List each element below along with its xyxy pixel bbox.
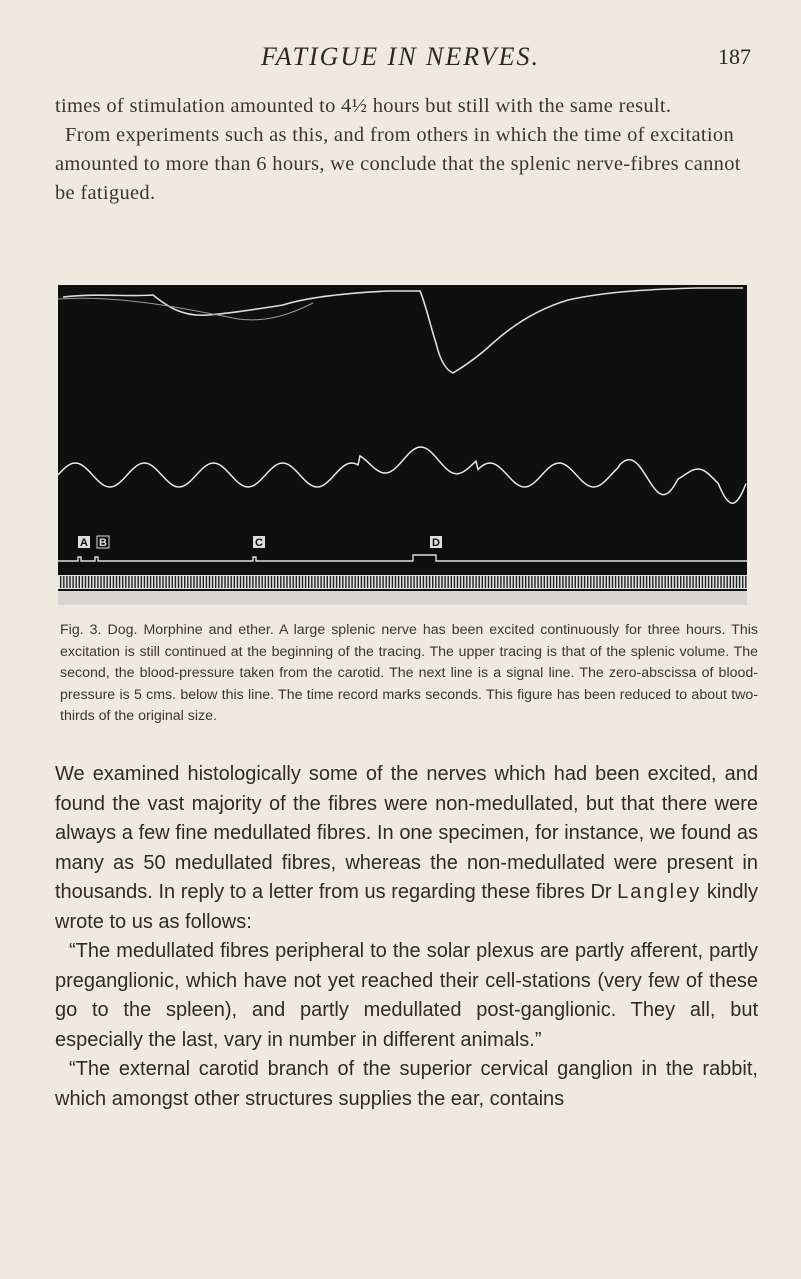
time-tick: [506, 576, 507, 588]
time-tick: [246, 576, 247, 588]
time-tick: [203, 576, 204, 588]
time-tick: [324, 576, 325, 588]
time-tick: [544, 576, 545, 588]
time-tick: [209, 576, 210, 588]
time-tick: [227, 576, 228, 588]
figure-background: [58, 285, 747, 605]
time-tick: [438, 576, 439, 588]
time-tick: [441, 576, 442, 588]
time-tick: [66, 576, 67, 588]
page-number: 187: [718, 44, 751, 69]
time-tick: [649, 576, 650, 588]
time-tick: [677, 576, 678, 588]
time-tick: [618, 576, 619, 588]
time-tick: [342, 576, 343, 588]
time-tick: [444, 576, 445, 588]
time-tick: [141, 576, 142, 588]
time-tick: [482, 576, 483, 588]
time-tick: [596, 576, 597, 588]
time-tick: [212, 576, 213, 588]
time-tick: [615, 576, 616, 588]
kymograph-tracing-figure: [58, 285, 747, 605]
time-tick: [196, 576, 197, 588]
time-tick: [562, 576, 563, 588]
time-tick: [407, 576, 408, 588]
time-tick: [572, 576, 573, 588]
time-tick: [479, 576, 480, 588]
time-tick: [169, 576, 170, 588]
time-tick: [293, 576, 294, 588]
time-tick: [131, 576, 132, 588]
time-tick: [138, 576, 139, 588]
time-tick: [243, 576, 244, 588]
time-tick: [537, 576, 538, 588]
time-tick: [463, 576, 464, 588]
time-tick: [336, 576, 337, 588]
time-tick: [79, 576, 80, 588]
time-tick: [410, 576, 411, 588]
time-tick: [255, 576, 256, 588]
time-tick: [640, 576, 641, 588]
time-tick: [668, 576, 669, 588]
time-tick: [556, 576, 557, 588]
time-tick: [581, 576, 582, 588]
time-tick: [491, 576, 492, 588]
time-tick: [60, 576, 61, 588]
time-tick: [314, 576, 315, 588]
time-tick: [401, 576, 402, 588]
time-tick: [599, 576, 600, 588]
time-tick: [265, 576, 266, 588]
time-tick: [451, 576, 452, 588]
time-tick: [559, 576, 560, 588]
time-tick: [348, 576, 349, 588]
body-paragraph-1-part-a: We examined histologically some of the nerves which had been excited, and found the vast majority of the fibres were non-medullated, but that there were always a few fine medullated fibres. In one specimen, for instance, we found as many as 50 medullated fibres, whereas the non-medullated were present in thousands. In reply to a letter from us regarding these fibres Dr: [55, 763, 758, 903]
time-tick: [286, 576, 287, 588]
time-tick: [283, 576, 284, 588]
intro-text: [55, 92, 755, 208]
time-tick: [646, 576, 647, 588]
time-tick: [224, 576, 225, 588]
time-tick: [144, 576, 145, 588]
time-tick: [187, 576, 188, 588]
time-tick: [460, 576, 461, 588]
time-tick: [299, 576, 300, 588]
time-tick: [107, 576, 108, 588]
time-tick: [386, 576, 387, 588]
time-tick: [339, 576, 340, 588]
time-tick: [730, 576, 731, 588]
time-tick: [733, 576, 734, 588]
time-tick: [578, 576, 579, 588]
time-tick: [147, 576, 148, 588]
time-tick: [305, 576, 306, 588]
time-tick: [606, 576, 607, 588]
intro-line: times of stimulation amounted to 4½ hours but still with the same result.: [55, 95, 672, 117]
time-tick: [457, 576, 458, 588]
time-tick: [358, 576, 359, 588]
time-tick: [612, 576, 613, 588]
time-tick: [113, 576, 114, 588]
figure-caption: [60, 620, 758, 728]
body-paragraph-1: [55, 760, 758, 937]
time-tick: [448, 576, 449, 588]
time-tick: [94, 576, 95, 588]
time-tick: [727, 576, 728, 588]
time-tick: [627, 576, 628, 588]
time-tick: [370, 576, 371, 588]
time-tick: [302, 576, 303, 588]
time-tick: [435, 576, 436, 588]
time-tick: [125, 576, 126, 588]
time-tick: [609, 576, 610, 588]
time-tick: [711, 576, 712, 588]
time-tick: [661, 576, 662, 588]
time-tick: [320, 576, 321, 588]
time-tick: [175, 576, 176, 588]
time-tick: [696, 576, 697, 588]
time-tick: [429, 576, 430, 588]
time-tick: [172, 576, 173, 588]
time-tick: [100, 576, 101, 588]
time-tick: [531, 576, 532, 588]
time-tick: [469, 576, 470, 588]
signal-label-a: A: [80, 537, 88, 549]
time-tick: [231, 576, 232, 588]
time-tick: [702, 576, 703, 588]
time-tick: [485, 576, 486, 588]
time-tick: [178, 576, 179, 588]
time-tick: [500, 576, 501, 588]
intro-paragraph: From experiments such as this, and from others in which the time of excitation amounted to more than 6 hours, we conclude that the splenic nerve-fibres cannot be fatigued.: [55, 124, 741, 204]
time-tick: [516, 576, 517, 588]
time-tick: [72, 576, 73, 588]
time-tick: [705, 576, 706, 588]
time-tick: [674, 576, 675, 588]
time-tick: [510, 576, 511, 588]
time-tick: [234, 576, 235, 588]
time-tick: [395, 576, 396, 588]
time-tick: [432, 576, 433, 588]
body-paragraph-1-part-b: kindly wrote to us as follows:: [55, 881, 758, 933]
time-tick: [296, 576, 297, 588]
time-tick: [88, 576, 89, 588]
time-tick: [488, 576, 489, 588]
time-tick: [621, 576, 622, 588]
time-tick: [268, 576, 269, 588]
time-tick: [200, 576, 201, 588]
time-tick: [122, 576, 123, 588]
time-tick: [63, 576, 64, 588]
time-tick: [221, 576, 222, 588]
time-tick: [739, 576, 740, 588]
time-tick: [692, 576, 693, 588]
time-tick: [736, 576, 737, 588]
time-tick: [76, 576, 77, 588]
time-tick: [240, 576, 241, 588]
time-tick: [420, 576, 421, 588]
time-tick: [541, 576, 542, 588]
time-tick: [382, 576, 383, 588]
time-tick: [274, 576, 275, 588]
time-tick: [116, 576, 117, 588]
time-tick: [237, 576, 238, 588]
time-tick: [351, 576, 352, 588]
time-tick: [683, 576, 684, 588]
page-header: [0, 42, 801, 82]
time-tick: [69, 576, 70, 588]
time-tick: [637, 576, 638, 588]
time-tick: [680, 576, 681, 588]
signal-label-c: C: [255, 537, 263, 549]
time-tick: [745, 576, 746, 588]
time-tick: [345, 576, 346, 588]
time-tick: [249, 576, 250, 588]
time-tick: [190, 576, 191, 588]
time-tick: [280, 576, 281, 588]
time-tick: [565, 576, 566, 588]
signal-label-b: B: [99, 537, 107, 549]
time-tick: [475, 576, 476, 588]
time-tick: [103, 576, 104, 588]
time-tick: [630, 576, 631, 588]
time-tick: [584, 576, 585, 588]
figure-bottom-strip: [58, 591, 747, 605]
time-tick: [550, 576, 551, 588]
time-tick: [317, 576, 318, 588]
time-tick: [376, 576, 377, 588]
time-tick: [165, 576, 166, 588]
time-tick: [593, 576, 594, 588]
body-text: [55, 760, 758, 1114]
time-tick: [184, 576, 185, 588]
running-title: FATIGUE IN NERVES.: [261, 42, 540, 71]
time-tick: [327, 576, 328, 588]
time-tick: [494, 576, 495, 588]
time-tick: [218, 576, 219, 588]
time-tick: [714, 576, 715, 588]
time-tick: [311, 576, 312, 588]
time-tick: [720, 576, 721, 588]
signal-label-d: D: [432, 537, 440, 549]
time-tick: [110, 576, 111, 588]
time-tick: [590, 576, 591, 588]
time-tick: [643, 576, 644, 588]
time-tick: [162, 576, 163, 588]
time-tick: [472, 576, 473, 588]
caption-text: Fig. 3. Dog. Morphine and ether. A large splenic nerve has been excited continuously for three hours. This excitation is still continued at the beginning of the tracing. The upper tracing is that of the splenic volume. The second, the blood-pressure taken from the carotid. The next line is a signal line. The zero-abscissa of blood-pressure is 5 cms. below this line. The time record marks seconds. This figure has been reduced to about two-thirds of the original size.: [60, 622, 758, 724]
time-tick: [271, 576, 272, 588]
time-tick: [404, 576, 405, 588]
time-tick: [258, 576, 259, 588]
time-tick: [361, 576, 362, 588]
time-tick: [373, 576, 374, 588]
time-tick: [330, 576, 331, 588]
time-tick: [497, 576, 498, 588]
time-tick: [503, 576, 504, 588]
time-tick: [686, 576, 687, 588]
time-tick: [262, 576, 263, 588]
time-tick: [150, 576, 151, 588]
time-tick: [355, 576, 356, 588]
time-tick: [466, 576, 467, 588]
time-tick: [367, 576, 368, 588]
time-tick: [699, 576, 700, 588]
time-tick: [553, 576, 554, 588]
time-tick: [575, 576, 576, 588]
time-tick: [423, 576, 424, 588]
time-tick: [568, 576, 569, 588]
time-tick: [547, 576, 548, 588]
time-tick: [658, 576, 659, 588]
time-tick: [454, 576, 455, 588]
time-tick: [528, 576, 529, 588]
time-tick: [392, 576, 393, 588]
tracing-svg: [58, 285, 747, 605]
time-tick: [277, 576, 278, 588]
time-tick: [289, 576, 290, 588]
time-tick: [534, 576, 535, 588]
time-tick: [159, 576, 160, 588]
time-tick: [398, 576, 399, 588]
time-tick: [206, 576, 207, 588]
time-tick: [655, 576, 656, 588]
time-tick: [587, 576, 588, 588]
author-name-langley: Langley: [617, 881, 702, 903]
time-tick: [91, 576, 92, 588]
time-tick: [665, 576, 666, 588]
time-tick: [252, 576, 253, 588]
time-tick: [181, 576, 182, 588]
time-tick: [379, 576, 380, 588]
time-tick: [525, 576, 526, 588]
time-tick: [522, 576, 523, 588]
time-tick: [389, 576, 390, 588]
time-tick: [413, 576, 414, 588]
time-tick: [134, 576, 135, 588]
time-tick: [513, 576, 514, 588]
time-tick: [671, 576, 672, 588]
time-tick: [128, 576, 129, 588]
quote-paragraph-1: “The medullated fibres peripheral to the solar plexus are partly afferent, partly preganglionic, which have not yet reached their cell-stations (very few of these go to the spleen), and partly medullated post-ganglionic. They all, but especially the last, vary in number in different animals.”: [55, 940, 758, 1051]
time-tick: [624, 576, 625, 588]
time-tick: [634, 576, 635, 588]
time-tick: [193, 576, 194, 588]
time-tick: [426, 576, 427, 588]
time-tick: [519, 576, 520, 588]
time-tick: [333, 576, 334, 588]
time-tick: [708, 576, 709, 588]
time-tick: [689, 576, 690, 588]
time-tick: [119, 576, 120, 588]
time-tick: [742, 576, 743, 588]
time-tick: [603, 576, 604, 588]
time-tick: [717, 576, 718, 588]
time-tick: [652, 576, 653, 588]
time-tick: [215, 576, 216, 588]
time-tick: [308, 576, 309, 588]
time-tick: [82, 576, 83, 588]
quote-paragraph-2: “The external carotid branch of the superior cervical ganglion in the rabbit, which amongst other structures supplies the ear, contains: [55, 1058, 758, 1110]
time-tick: [723, 576, 724, 588]
time-tick: [85, 576, 86, 588]
time-tick: [417, 576, 418, 588]
time-tick: [156, 576, 157, 588]
time-tick: [153, 576, 154, 588]
time-tick: [364, 576, 365, 588]
time-tick: [97, 576, 98, 588]
